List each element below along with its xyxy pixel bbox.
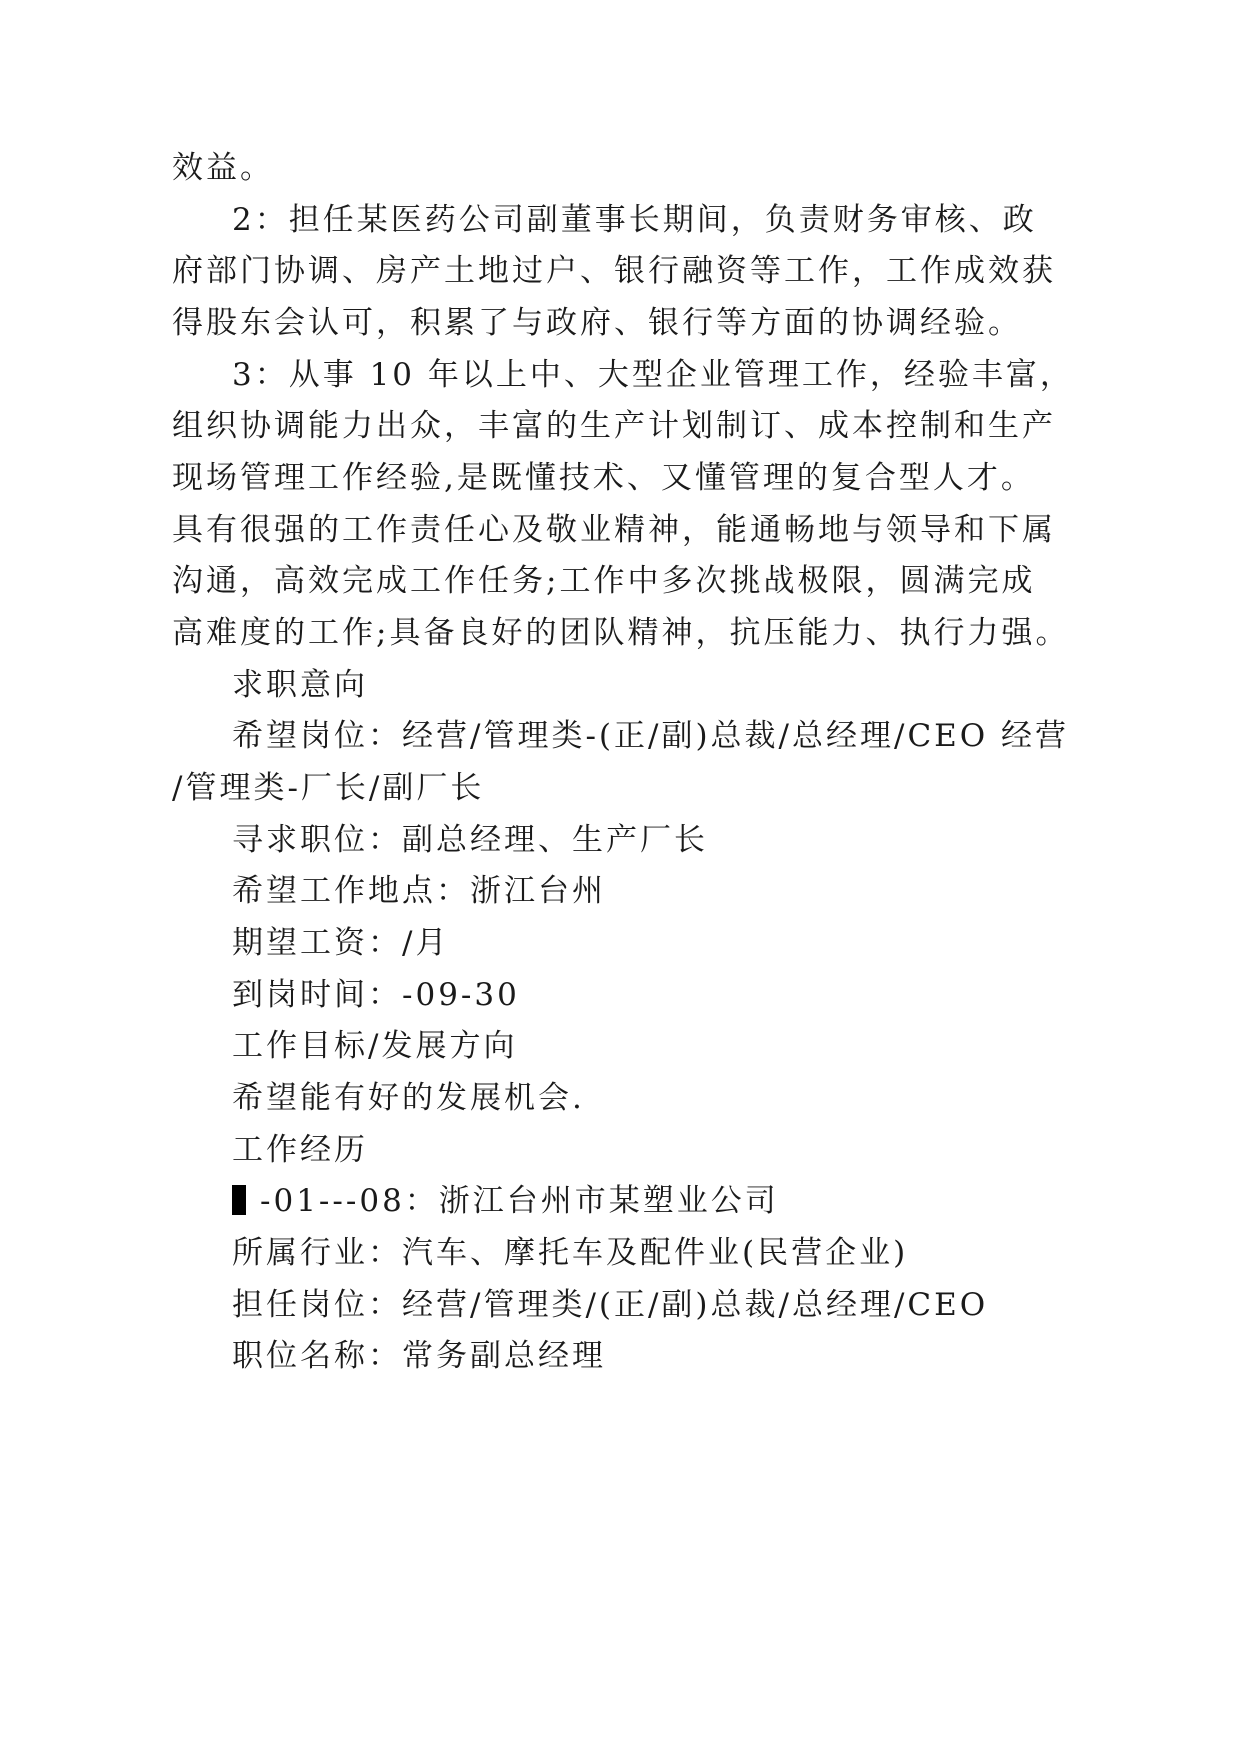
- paragraph-line: 现场管理工作经验,是既懂技术、又懂管理的复合型人才。: [172, 460, 1035, 496]
- section-heading: 工作目标/发展方向: [232, 1028, 518, 1064]
- field-line: 担任岗位：经营/管理类/(正/副)总裁/总经理/CEO: [232, 1287, 989, 1323]
- field-line: 到岗时间：-09-30: [232, 977, 520, 1013]
- paragraph-line: 3：从事 10 年以上中、大型企业管理工作，经验丰富，: [232, 357, 1074, 393]
- field-line: 希望岗位：经营/管理类-(正/副)总裁/总经理/CEO 经营: [232, 718, 1070, 754]
- paragraph-line: 府部门协调、房产土地过户、银行融资等工作，工作成效获: [172, 253, 1056, 289]
- paragraph-line: 组织协调能力出众，丰富的生产计划制订、成本控制和生产: [172, 408, 1056, 444]
- field-line: 期望工资：/月: [232, 925, 450, 961]
- paragraph-line: 沟通，高效完成工作任务;工作中多次挑战极限，圆满完成: [172, 563, 1036, 599]
- bullet-marker-icon: [232, 1185, 246, 1215]
- work-entry-line: [0, 1181, 1241, 1221]
- paragraph-line: 具有很强的工作责任心及敬业精神，能通畅地与领导和下属: [172, 512, 1056, 548]
- field-line: 职位名称：常务副总经理: [232, 1338, 606, 1374]
- paragraph-line: 高难度的工作;具备良好的团队精神，抗压能力、执行力强。: [172, 615, 1070, 651]
- paragraph-line: 效益。: [172, 150, 274, 186]
- section-heading: 求职意向: [232, 667, 368, 703]
- field-line: 所属行业：汽车、摩托车及配件业(民营企业): [232, 1235, 909, 1271]
- field-line: 希望能有好的发展机会.: [232, 1080, 585, 1116]
- field-line: /管理类-厂长/副厂长: [172, 770, 485, 806]
- field-line: 希望工作地点：浙江台州: [232, 873, 606, 909]
- paragraph-line: 得股东会认可，积累了与政府、银行等方面的协调经验。: [172, 305, 1022, 341]
- paragraph-line: 2：担任某医药公司副董事长期间，负责财务审核、政: [232, 202, 1037, 238]
- field-line: 寻求职位：副总经理、生产厂长: [232, 822, 708, 858]
- section-heading: 工作经历: [232, 1132, 368, 1168]
- work-entry-text: -01---08：浙江台州市某塑业公司: [260, 1183, 779, 1219]
